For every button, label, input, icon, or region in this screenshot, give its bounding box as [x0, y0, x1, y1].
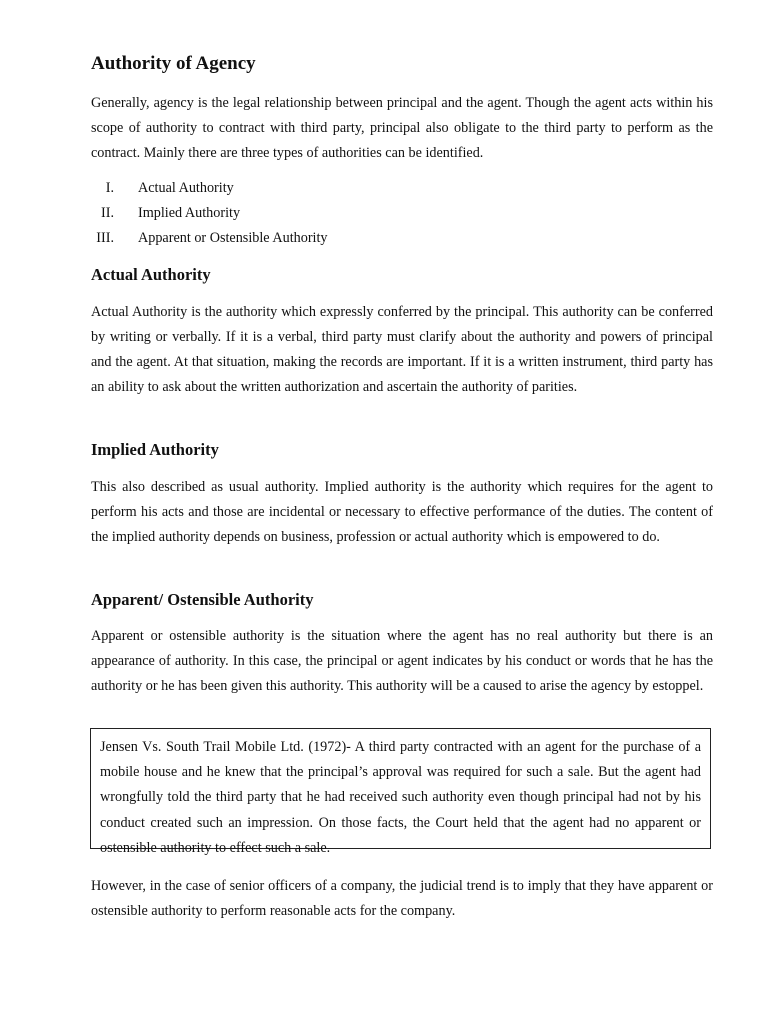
list-item-label: Implied Authority [138, 205, 241, 221]
section-body-apparent: Apparent or ostensible authority is the situation where the agent has no real authority but there is an appearance of authority. In this case, the principal or agent indicates by his conduct or words that he has the authority or he has been given this authority. This authority will be a caused to arise the agency by estoppel. [91, 628, 713, 694]
list-item-label: Apparent or Ostensible Authority [138, 230, 328, 246]
case-citation-box [90, 728, 711, 856]
intro-paragraph: Generally, agency is the legal relationship between principal and the agent. Though the agent acts within his scope of authority to contract with third party, principal also obligate to the third party to perform as the contract. Mainly there are three types of authorities can be identified. [91, 95, 713, 161]
section-heading-apparent: Apparent/ Ostensible Authority [91, 590, 314, 609]
list-item [91, 226, 713, 251]
authority-types-list [91, 176, 713, 251]
closing-paragraph: However, in the case of senior officers of a company, the judicial trend is to imply that they have apparent or ostensible authority to perform reasonable acts for the company. [91, 878, 713, 919]
list-item-label: Actual Authority [138, 180, 234, 196]
section-heading-implied: Implied Authority [91, 440, 219, 459]
page-title: Authority of Agency [91, 53, 256, 74]
list-numeral: II. [101, 205, 114, 221]
section-body-actual: Actual Authority is the authority which expressly conferred by the principal. This authority can be conferred by writing or verbally. If it is a verbal, third party must clarify about the authority and powers of principal and the agent. At that situation, making the records are important. If it is a written instrument, third party has an ability to ask about the written authorization and ascertain the authority of parities. [91, 304, 713, 395]
list-numeral: III. [96, 230, 114, 246]
list-numeral: I. [105, 180, 114, 196]
section-heading-actual: Actual Authority [91, 265, 211, 284]
case-citation-text: Jensen Vs. South Trail Mobile Ltd. (1972)- A third party contracted with an agent for the purchase of a mobile house and he knew that the principal’s approval was required for such a sale. But the agent had wrongfully told the third party that he had received such authority even though principal had not by his conduct created such an impression. On those facts, the Court held that the agent had no apparent or ostensible authority to effect such a sale. [100, 739, 701, 856]
section-body-implied: This also described as usual authority. Implied authority is the authority which requires for the agent to perform his acts and those are incidental or necessary to effective performance of the duties. The content of the implied authority depends on business, profession or actual authority which is empowered to do. [91, 479, 713, 545]
list-item [91, 176, 713, 201]
list-item [91, 201, 713, 226]
